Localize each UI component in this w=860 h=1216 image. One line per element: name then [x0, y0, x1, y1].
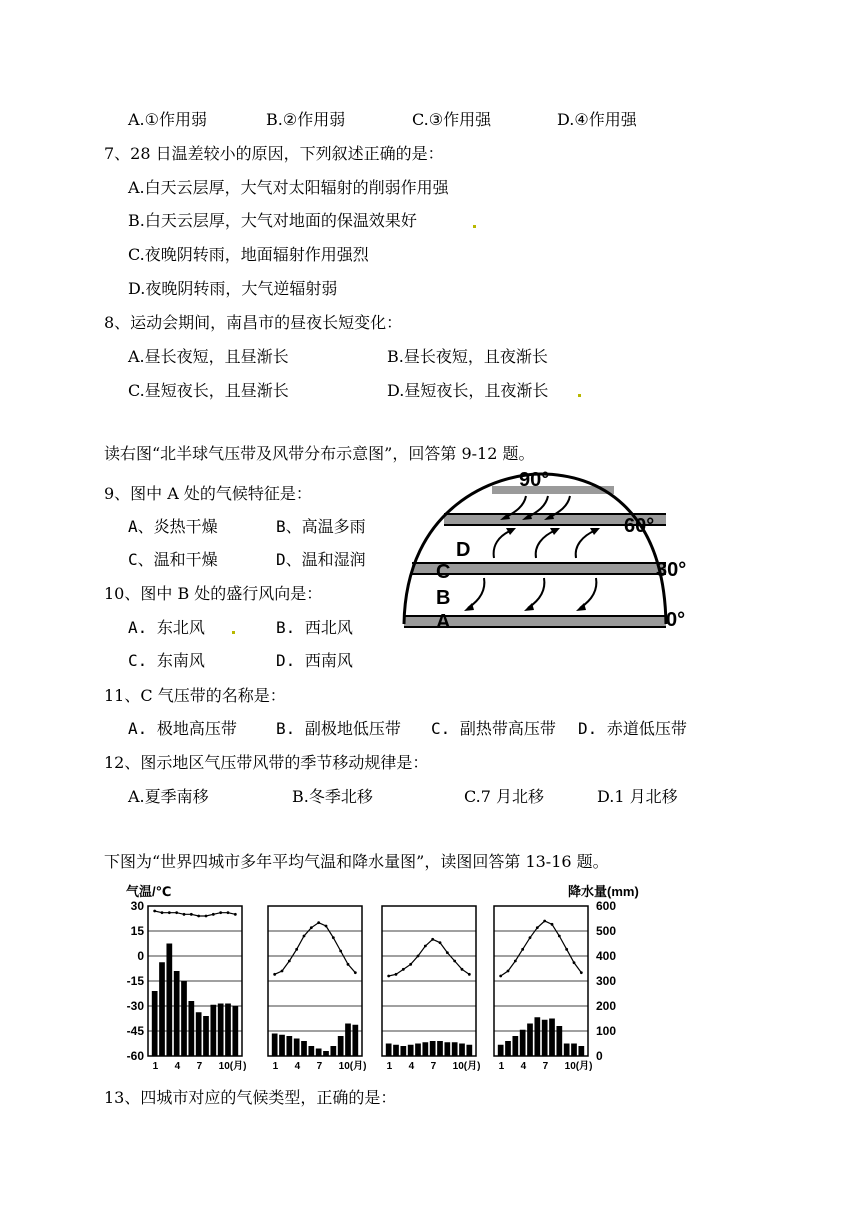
- temp-point: [288, 960, 291, 963]
- scan-speck: [473, 225, 476, 228]
- q9-option-d: D、温和湿润: [276, 550, 366, 569]
- q7-option-b: B.白天云层厚，大气对地面的保温效果好: [128, 211, 417, 230]
- q10-option-b: B. 西北风: [276, 618, 353, 637]
- temp-axis-title: 气温/℃: [126, 884, 172, 899]
- precip-bar: [459, 1044, 465, 1057]
- temp-tick-label: 15: [130, 924, 144, 938]
- temp-point: [431, 938, 434, 941]
- temp-point: [565, 948, 568, 951]
- precip-bar: [338, 1036, 344, 1056]
- temp-point: [461, 968, 464, 971]
- q6-option-d: D.④作用强: [557, 110, 637, 129]
- precip-bar: [466, 1045, 472, 1056]
- precip-bar: [564, 1044, 570, 1057]
- precip-bar: [400, 1046, 406, 1056]
- month-tick-label: 1: [386, 1061, 393, 1072]
- q7-option-d: D.夜晚阴转雨，大气逆辐射弱: [128, 279, 338, 298]
- temp-point: [205, 915, 208, 918]
- temp-point: [580, 971, 583, 974]
- q8-option-c: C.昼短夜长，且昼渐长: [128, 381, 289, 400]
- temp-point: [325, 925, 328, 928]
- precip-bar: [444, 1042, 450, 1056]
- month-tick-label: 7: [196, 1061, 203, 1072]
- precip-bar: [272, 1034, 278, 1057]
- precip-bar: [181, 981, 187, 1056]
- temp-point: [558, 935, 561, 938]
- temp-point: [395, 973, 398, 976]
- q12-stem: 12、图示地区气压带风带的季节移动规律是：: [104, 753, 429, 772]
- month-tick-label: 1: [152, 1061, 159, 1072]
- climate-panel-4: [494, 906, 592, 1072]
- temp-point: [227, 911, 230, 914]
- temp-point: [439, 941, 442, 944]
- precip-bar: [286, 1036, 292, 1056]
- temp-point: [183, 913, 186, 916]
- temp-point: [347, 963, 350, 966]
- precip-tick-label: 0: [596, 1049, 603, 1063]
- temp-point: [573, 961, 576, 964]
- q11-stem: 11、C 气压带的名称是：: [104, 686, 286, 705]
- precip-bar: [301, 1041, 307, 1056]
- precip-bar: [430, 1041, 436, 1056]
- zone-b-label: B: [436, 587, 451, 609]
- temp-point: [387, 975, 390, 978]
- precip-bar: [512, 1036, 518, 1056]
- temp-point: [339, 950, 342, 953]
- temp-point: [536, 926, 539, 929]
- precip-bar: [571, 1044, 577, 1057]
- q9-option-c: C、温和干燥: [128, 550, 218, 569]
- q8-option-a: A.昼长夜短，且昼渐长: [128, 347, 289, 366]
- q12-option-c: C.7 月北移: [464, 787, 545, 806]
- temp-point: [446, 951, 449, 954]
- precip-bar: [152, 991, 158, 1056]
- precip-bar: [578, 1046, 584, 1056]
- precip-bar: [345, 1024, 351, 1057]
- temp-point: [551, 923, 554, 926]
- temp-tick-label: -60: [126, 1049, 144, 1063]
- q12-option-d: D.1 月北移: [597, 787, 678, 806]
- precip-bar: [527, 1024, 533, 1057]
- precip-bar: [386, 1044, 392, 1057]
- temp-tick-label: 0: [137, 949, 144, 963]
- precip-bar: [505, 1041, 511, 1056]
- temp-point: [212, 913, 215, 916]
- temp-point: [219, 911, 222, 914]
- temp-line: [389, 939, 470, 976]
- lat-60-label: 60°: [624, 515, 655, 537]
- precip-bar: [225, 1004, 231, 1057]
- precip-bar: [534, 1017, 540, 1056]
- precip-bar: [556, 1026, 562, 1056]
- precip-tick-label: 400: [596, 949, 617, 963]
- precip-bar: [174, 971, 180, 1056]
- temp-point: [310, 926, 313, 929]
- q6-option-c: C.③作用强: [412, 110, 492, 129]
- precip-bar: [218, 1004, 224, 1057]
- temp-line: [275, 923, 356, 975]
- precip-bar: [323, 1051, 329, 1056]
- month-tick-label: 4: [174, 1061, 181, 1072]
- precip-bar: [232, 1006, 238, 1056]
- q9-option-a: A、炎热干燥: [128, 517, 218, 536]
- q9-stem: 9、图中 A 处的气候特征是：: [104, 484, 312, 503]
- q7-stem: 7、28 日温差较小的原因，下列叙述正确的是：: [104, 144, 444, 163]
- month-tick-label: 10(月): [218, 1061, 247, 1072]
- month-tick-label: 7: [316, 1061, 323, 1072]
- temp-point: [281, 970, 284, 973]
- q13-stem: 13、四城市对应的气候类型，正确的是：: [104, 1088, 397, 1107]
- q11-option-a: A. 极地高压带: [128, 719, 237, 738]
- temp-point: [161, 911, 164, 914]
- temp-point: [354, 971, 357, 974]
- q6-option-b: B.②作用弱: [266, 110, 346, 129]
- temp-point: [514, 960, 517, 963]
- temp-point: [468, 973, 471, 976]
- q8-option-d: D.昼短夜长，且夜渐长: [387, 381, 549, 400]
- precip-tick-label: 300: [596, 974, 617, 988]
- precip-axis-title: 降水量(mm): [568, 884, 639, 899]
- lat-90-label: 90°: [519, 469, 550, 491]
- precip-bar: [352, 1025, 358, 1056]
- precip-bar: [393, 1045, 399, 1056]
- temp-point: [234, 913, 237, 916]
- temp-point: [409, 963, 412, 966]
- temp-point: [417, 955, 420, 958]
- intro-pressure-belts: 读右图“北半球气压带及风带分布示意图”，回答第 9-12 题。: [104, 444, 535, 463]
- temp-point: [153, 910, 156, 913]
- precip-bar: [330, 1046, 336, 1056]
- zone-c-label: C: [436, 561, 451, 583]
- temp-point: [175, 911, 178, 914]
- temp-point: [402, 968, 405, 971]
- temp-point: [507, 970, 510, 973]
- q6-option-a: A.①作用弱: [128, 110, 207, 129]
- q12-option-a: A.夏季南移: [128, 787, 209, 806]
- scan-speck: [232, 631, 235, 634]
- temp-point: [190, 913, 193, 916]
- precip-bar: [422, 1042, 428, 1056]
- month-tick-label: 10(月): [338, 1061, 367, 1072]
- q7-option-a: A.白天云层厚，大气对太阳辐射的削弱作用强: [128, 178, 449, 197]
- precip-bar: [188, 1001, 194, 1056]
- precip-bar: [415, 1044, 421, 1057]
- lat-30-label: 30°: [656, 559, 687, 581]
- month-tick-label: 7: [542, 1061, 549, 1072]
- intro-climate-chart: 下图为“世界四城市多年平均气温和降水量图”，读图回答第 13-16 题。: [104, 852, 609, 871]
- climate-panel-3: [382, 906, 480, 1072]
- precip-bar: [542, 1020, 548, 1056]
- precip-tick-label: 500: [596, 924, 617, 938]
- month-tick-label: 10(月): [452, 1061, 481, 1072]
- scan-speck: [578, 394, 581, 397]
- month-tick-label: 4: [520, 1061, 527, 1072]
- temp-point: [168, 911, 171, 914]
- q10-option-c: C. 东南风: [128, 651, 205, 670]
- month-tick-label: 10(月): [564, 1061, 593, 1072]
- climate-chart-figure: [120, 882, 660, 1082]
- precip-bar: [308, 1046, 314, 1056]
- precip-bar: [437, 1041, 443, 1056]
- precip-bar: [166, 944, 172, 1057]
- precip-bar: [279, 1035, 285, 1056]
- temp-tick-label: 30: [130, 899, 144, 913]
- q10-stem: 10、图中 B 处的盛行风向是：: [104, 584, 323, 603]
- precip-bar: [498, 1045, 504, 1056]
- temp-point: [295, 948, 298, 951]
- climate-panel-2: [268, 906, 366, 1072]
- temp-point: [543, 920, 546, 923]
- temp-point: [332, 936, 335, 939]
- temp-tick-label: -30: [126, 999, 144, 1013]
- month-tick-label: 4: [408, 1061, 415, 1072]
- precip-bar: [159, 962, 165, 1056]
- precip-bar: [294, 1039, 300, 1057]
- temp-point: [317, 921, 320, 924]
- q8-option-b: B.昼长夜短，且夜渐长: [387, 347, 548, 366]
- zone-a-label: A: [436, 611, 451, 633]
- q12-option-b: B.冬季北移: [292, 787, 373, 806]
- precip-bar: [520, 1030, 526, 1056]
- q8-stem: 8、运动会期间，南昌市的昼夜长短变化：: [104, 313, 403, 332]
- temp-point: [197, 915, 200, 918]
- temp-point: [303, 935, 306, 938]
- precip-tick-label: 200: [596, 999, 617, 1013]
- lat-0-label: 0°: [666, 609, 686, 631]
- month-tick-label: 7: [430, 1061, 437, 1072]
- precip-bar: [408, 1045, 414, 1056]
- precip-bar: [452, 1042, 458, 1056]
- temp-point: [521, 948, 524, 951]
- month-tick-label: 1: [272, 1061, 279, 1072]
- precip-tick-label: 600: [596, 899, 617, 913]
- month-tick-label: 4: [294, 1061, 301, 1072]
- temp-tick-label: -45: [126, 1024, 144, 1038]
- precip-bar: [203, 1016, 209, 1056]
- precip-tick-label: 100: [596, 1024, 617, 1038]
- q11-option-c: C. 副热带高压带: [431, 719, 556, 738]
- precip-bar: [196, 1012, 202, 1056]
- temp-point: [499, 975, 502, 978]
- zone-d-label: D: [456, 539, 471, 561]
- temp-point: [529, 936, 532, 939]
- climate-panel-1: [148, 906, 246, 1072]
- temp-point: [453, 960, 456, 963]
- temp-point: [273, 973, 276, 976]
- temp-line: [501, 921, 582, 976]
- q11-option-d: D. 赤道低压带: [578, 719, 687, 738]
- temp-point: [424, 945, 427, 948]
- pressure-belt-diagram: [396, 466, 696, 636]
- precip-bar: [549, 1019, 555, 1057]
- q10-option-d: D. 西南风: [276, 651, 353, 670]
- q7-option-c: C.夜晚阴转雨，地面辐射作用强烈: [128, 245, 369, 264]
- month-tick-label: 1: [498, 1061, 505, 1072]
- temp-line: [155, 911, 236, 916]
- precip-bar: [316, 1049, 322, 1057]
- q11-option-b: B. 副极地低压带: [276, 719, 401, 738]
- q9-option-b: B、高温多雨: [276, 517, 366, 536]
- temp-tick-label: -15: [126, 974, 144, 988]
- q10-option-a: A. 东北风: [128, 618, 205, 637]
- precip-bar: [210, 1005, 216, 1056]
